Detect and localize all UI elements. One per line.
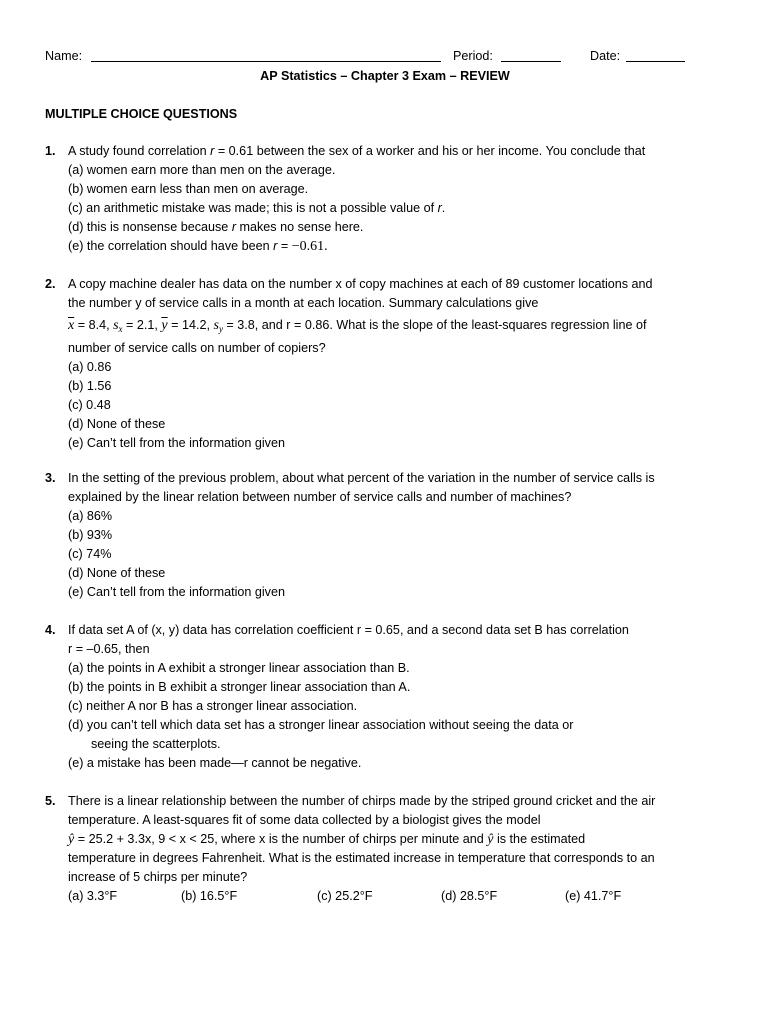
option-e: (e) the correlation should have been r = −0.61. [68, 239, 328, 254]
period-label: Period: [453, 49, 493, 63]
option-d: (d) you can’t tell which data set has a stronger linear association without seeing the data or [68, 718, 574, 732]
question-3 [45, 469, 730, 602]
option-b: (b) 1.56 [68, 379, 112, 393]
question-stem-line: temperature. A least-squares fit of some data collected by a biologist gives the model [68, 813, 541, 827]
options-row [68, 887, 730, 906]
option-c: (c) neither A nor B has a stronger linear association. [68, 699, 358, 713]
student-info-header [45, 47, 685, 67]
option-b: (b) 16.5°F [181, 889, 238, 903]
question-number: 1. [45, 144, 56, 158]
question-number: 2. [45, 277, 56, 291]
option-a: (a) women earn more than men on the average. [68, 163, 336, 177]
option-e: (e) Can’t tell from the information given [68, 436, 285, 450]
summary-statistics-line: $\overline{x} = 8.4$, $s_x = 2.1$, $\overline{y} = 14.2$, $s_y = 3.8$, and r = 0.86. What is the slope of the least-squares regression line of [68, 318, 647, 334]
question-stem-line: the number y of service calls in a month at each location. Summary calculations give [68, 296, 539, 310]
option-d: (d) None of these [68, 417, 166, 431]
question-stem-line: number of service calls on number of copiers? [68, 341, 326, 355]
option-d: (d) 28.5°F [441, 889, 498, 903]
question-stem-line: In the setting of the previous problem, about what percent of the variation in the number of service calls is [68, 471, 655, 485]
option-a: (a) 3.3°F [68, 889, 118, 903]
option-a: (a) the points in A exhibit a stronger linear association than B. [68, 661, 410, 675]
option-b: (b) women earn less than men on average. [68, 182, 309, 196]
option-d: (d) None of these [68, 566, 166, 580]
period-blank-line [501, 47, 561, 62]
name-label: Name: [45, 49, 83, 63]
question-5 [45, 792, 730, 906]
question-stem-line: A copy machine dealer has data on the number x of copy machines at each of 89 customer locations and [68, 277, 653, 291]
question-2 [45, 275, 730, 453]
option-c: (c) 25.2°F [317, 889, 373, 903]
question-4 [45, 621, 730, 773]
option-c: (c) 74% [68, 547, 112, 561]
option-b: (b) the points in B exhibit a stronger linear association than A. [68, 680, 411, 694]
page-title: AP Statistics – Chapter 3 Exam – REVIEW [260, 69, 510, 83]
section-heading: MULTIPLE CHOICE QUESTIONS [45, 107, 238, 121]
option-a: (a) 86% [68, 509, 113, 523]
question-number: 3. [45, 471, 56, 485]
option-d-continued: seeing the scatterplots. [91, 737, 221, 751]
question-stem-line: If data set A of (x, y) data has correlation coefficient r = 0.65, and a second data set B has correlation [68, 623, 629, 637]
date-blank-line [626, 47, 685, 62]
option-b: (b) 93% [68, 528, 113, 542]
option-c: (c) an arithmetic mistake was made; this is not a possible value of r. [68, 201, 446, 215]
question-stem-line: increase of 5 chirps per minute? [68, 870, 248, 884]
question-number: 5. [45, 794, 56, 808]
option-e: (e) Can’t tell from the information given [68, 585, 285, 599]
question-stem-line: temperature in degrees Fahrenheit. What is the estimated increase in temperature that corresponds to an [68, 851, 655, 865]
regression-model-line: ŷ = 25.2 + 3.3x, 9 < x < 25, where x is the number of chirps per minute and ŷ is the estimated [68, 832, 586, 847]
option-c: (c) 0.48 [68, 398, 111, 412]
date-label: Date: [590, 49, 621, 63]
question-stem: A study found correlation r = 0.61 between the sex of a worker and his or her income. You conclude that [68, 144, 646, 158]
question-stem-line: explained by the linear relation between number of service calls and number of machines? [68, 490, 572, 504]
question-stem-line: There is a linear relationship between the number of chirps made by the striped ground cricket and the air [68, 794, 656, 808]
question-number: 4. [45, 623, 56, 637]
option-e: (e) 41.7°F [565, 889, 622, 903]
option-a: (a) 0.86 [68, 360, 112, 374]
option-d: (d) this is nonsense because r makes no sense here. [68, 220, 364, 234]
question-stem-line: r = –0.65, then [68, 642, 150, 656]
name-blank-line [91, 47, 441, 62]
question-1 [45, 142, 730, 256]
option-e: (e) a mistake has been made—r cannot be negative. [68, 756, 362, 770]
